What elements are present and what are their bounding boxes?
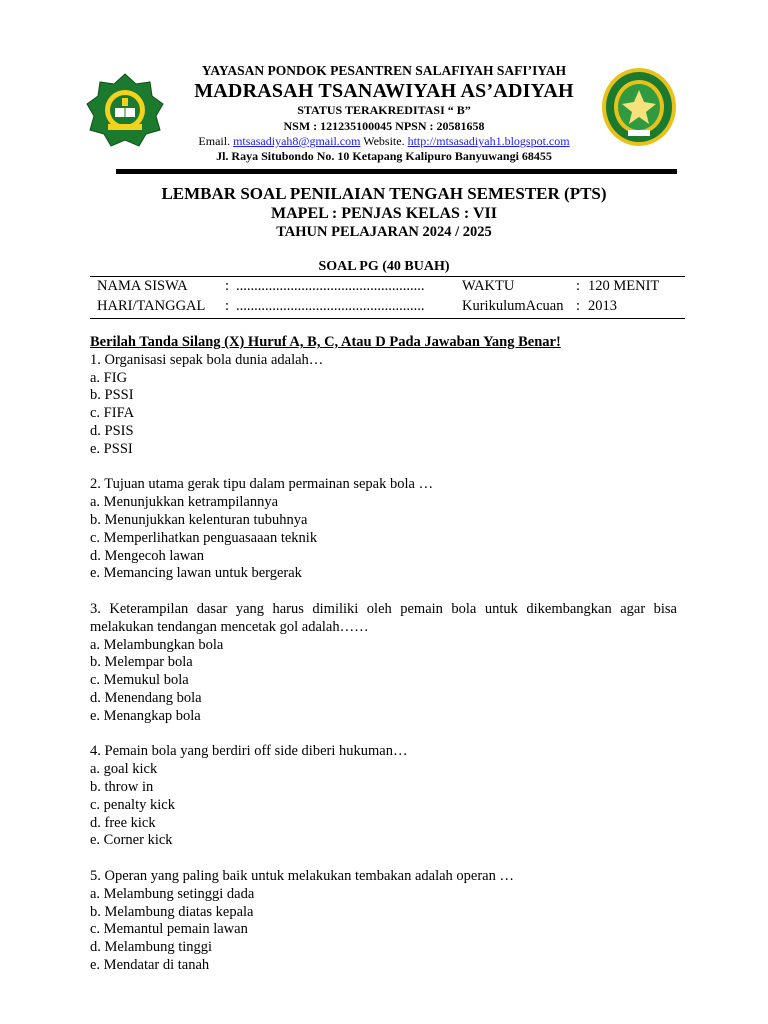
option-b[interactable]: b. PSSI bbox=[90, 387, 134, 404]
sheet-title: LEMBAR SOAL PENILAIAN TENGAH SEMESTER (PTS) bbox=[161, 184, 607, 203]
option-d[interactable]: d. Mengecoh lawan bbox=[90, 547, 204, 564]
question-text: 5. Operan yang paling baik untuk melakukan tembakan adalah operan … bbox=[90, 867, 514, 884]
kemenag-logo bbox=[84, 72, 166, 148]
option-a[interactable]: a. goal kick bbox=[90, 761, 158, 778]
website-link[interactable]: http://mtsasadiyah1.blogspot.com bbox=[407, 134, 570, 148]
option-c[interactable]: c. FIFA bbox=[90, 405, 135, 422]
question-text: 4. Pemain bola yang berdiri off side diberi hukuman… bbox=[90, 743, 408, 760]
academic-year: TAHUN PELAJARAN 2024 / 2025 bbox=[276, 224, 492, 240]
question-4 bbox=[90, 743, 677, 850]
time-value: 120 MENIT bbox=[588, 278, 660, 294]
section-title: SOAL PG (40 BUAH) bbox=[318, 259, 450, 274]
school-address: Jl. Raya Situbondo No. 10 Ketapang Kalipuro Banyuwangi 68455 bbox=[216, 149, 552, 163]
website-label: Website. bbox=[363, 134, 405, 148]
info-row-name bbox=[97, 278, 677, 298]
question-3 bbox=[90, 601, 677, 726]
option-a[interactable]: a. Menunjukkan ketrampilannya bbox=[90, 494, 279, 511]
option-d[interactable]: d. Melambung tinggi bbox=[90, 939, 213, 956]
option-c[interactable]: c. Memperlihatkan penguasaaan teknik bbox=[90, 529, 318, 546]
school-logo bbox=[600, 66, 678, 148]
email-link[interactable]: mtsasadiyah8@gmail.com bbox=[233, 134, 361, 148]
school-name: MADRASAH TSANAWIYAH AS’ADIYAH bbox=[194, 80, 574, 102]
time-colon: : bbox=[576, 278, 581, 294]
option-e[interactable]: e. Mendatar di tanah bbox=[90, 956, 210, 973]
curriculum-label: KurikulumAcuan bbox=[462, 298, 564, 314]
option-a[interactable]: a. Melambungkan bola bbox=[90, 636, 224, 653]
question-text: 1. Organisasi sepak bola dunia adalah… bbox=[90, 351, 324, 368]
questions-section bbox=[90, 334, 677, 975]
info-row-date bbox=[97, 298, 677, 318]
option-e[interactable]: e. Memancing lawan untuk bergerak bbox=[90, 565, 302, 582]
question-1 bbox=[90, 352, 677, 459]
option-b[interactable]: b. Melempar bola bbox=[90, 654, 193, 671]
name-colon: : bbox=[225, 278, 230, 294]
option-a[interactable]: a. Melambung setinggi dada bbox=[90, 885, 255, 902]
option-b[interactable]: b. throw in bbox=[90, 778, 154, 795]
question-2 bbox=[90, 476, 677, 583]
name-blank[interactable]: .................................................... bbox=[236, 278, 425, 294]
option-b[interactable]: b. Melambung diatas kepala bbox=[90, 903, 254, 920]
date-colon: : bbox=[225, 298, 230, 314]
table-bottom-line bbox=[90, 318, 685, 319]
curriculum-colon: : bbox=[576, 298, 581, 314]
option-b[interactable]: b. Menunjukkan kelenturan tubuhnya bbox=[90, 511, 308, 528]
curriculum-value: 2013 bbox=[588, 298, 617, 314]
question-text: 3. Keterampilan dasar yang harus dimiliki oleh pemain bola untuk dikembangkan agar bisa melakukan tendangan mencetak gol adalah…… bbox=[90, 600, 677, 635]
option-c[interactable]: c. penalty kick bbox=[90, 796, 175, 813]
time-label: WAKTU bbox=[462, 278, 515, 294]
name-label: NAMA SISWA bbox=[97, 278, 188, 294]
option-e[interactable]: e. PSSI bbox=[90, 440, 133, 457]
table-top-line bbox=[90, 276, 685, 277]
accreditation-status: STATUS TERAKREDITASI “ B” bbox=[297, 103, 471, 117]
foundation-name: YAYASAN PONDOK PESANTREN SALAFIYAH SAFI’IYAH bbox=[201, 63, 567, 78]
header-divider bbox=[116, 169, 677, 174]
option-a[interactable]: a. FIG bbox=[90, 369, 128, 386]
option-d[interactable]: d. Menendang bola bbox=[90, 689, 202, 706]
date-blank[interactable]: .................................................... bbox=[236, 298, 425, 314]
option-d[interactable]: d. PSIS bbox=[90, 422, 134, 439]
option-d[interactable]: d. free kick bbox=[90, 814, 156, 831]
option-c[interactable]: c. Memukul bola bbox=[90, 672, 189, 689]
option-c[interactable]: c. Memantul pemain lawan bbox=[90, 921, 248, 938]
question-5 bbox=[90, 868, 677, 975]
date-label: HARI/TANGGAL bbox=[97, 298, 206, 314]
instruction: Berilah Tanda Silang (X) Huruf A, B, C, Atau D Pada Jawaban Yang Benar! bbox=[90, 334, 561, 350]
option-e[interactable]: e. Menangkap bola bbox=[90, 707, 201, 724]
school-ids: NSM : 121235100045 NPSN : 20581658 bbox=[283, 119, 485, 133]
email-label: Email. bbox=[198, 134, 231, 148]
question-text: 2. Tujuan utama gerak tipu dalam permainan sepak bola … bbox=[90, 476, 434, 493]
contact-line bbox=[170, 134, 598, 149]
option-e[interactable]: e. Corner kick bbox=[90, 832, 173, 849]
subject-class: MAPEL : PENJAS KELAS : VII bbox=[271, 205, 497, 222]
